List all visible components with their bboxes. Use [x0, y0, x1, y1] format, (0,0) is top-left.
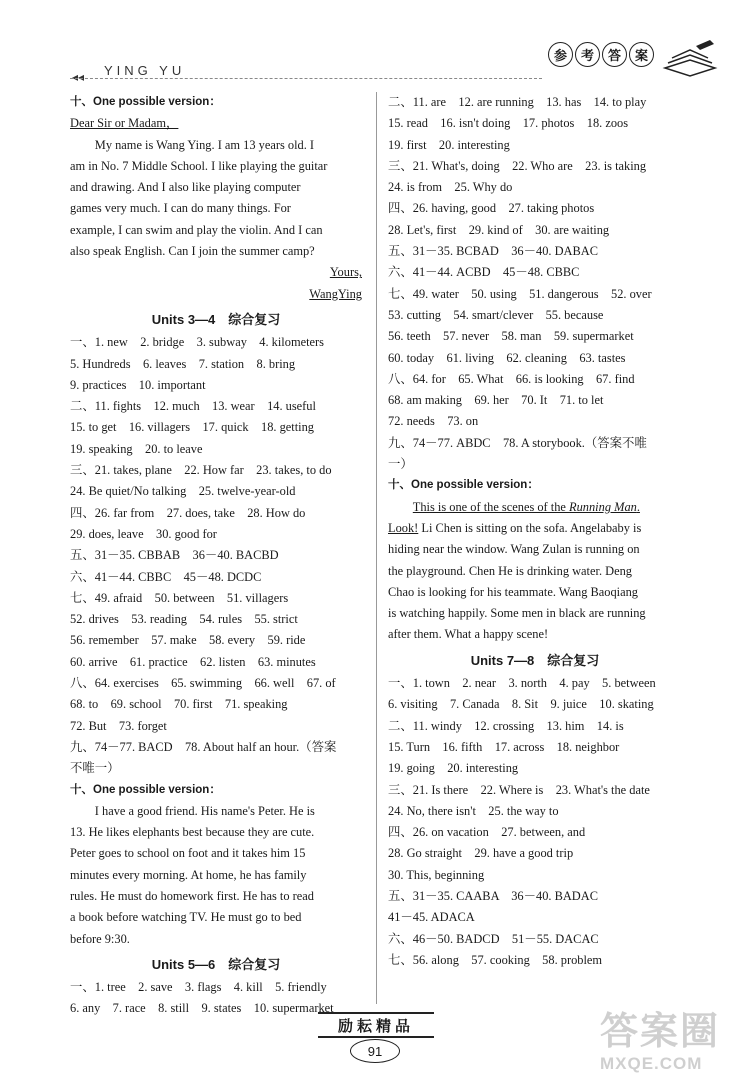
answer-line: 41－45. ADACA — [388, 910, 475, 925]
answer-line: 不唯一） — [70, 761, 120, 776]
answer-line: 六、46－50. BADCD 51－55. DACAC — [388, 931, 599, 946]
answer-line: 6. visiting 7. Canada 8. Sit 9. juice 10. skating — [388, 697, 654, 712]
answer-line: 五、31－35. CAABA 36－40. BADAC — [388, 888, 598, 903]
scene-line: is watching happily. Some men in black are running — [388, 606, 646, 621]
answer-line: 六、41－44. CBBC 45－48. DCDC — [70, 569, 262, 584]
answer-line: 24. is from 25. Why do — [388, 180, 513, 195]
answer-line: 三、21. takes, plane 22. How far 23. takes, to do — [70, 463, 332, 478]
letter-line: games very much. I can do many things. For — [70, 201, 291, 216]
letter-line: also speak English. Can I join the summer camp? — [70, 244, 315, 259]
essay-line: 13. He likes elephants best because they are cute. — [70, 825, 315, 840]
subject-label: YING YU — [104, 63, 186, 78]
ref-char-3: 答 — [602, 42, 627, 67]
answer-line: 九、74－77. BACD 78. About half an hour.（答案 — [70, 739, 337, 754]
column-divider — [376, 92, 377, 1004]
letter-salutation: Dear Sir or Madam， — [70, 116, 179, 131]
scene-intro: This is one of the scenes of the — [412, 499, 570, 514]
answer-line: 29. does, leave 30. good for — [70, 526, 217, 541]
scene-line: after them. What a happy scene! — [388, 627, 549, 642]
answer-line: 九、74－77. ABDC 78. A storybook.（答案不唯 — [388, 435, 647, 450]
answer-line: 72. But 73. forget — [70, 718, 167, 733]
publisher-logo: 励耘精品 — [318, 1012, 434, 1038]
answer-line: 6. any 7. race 8. still 9. states 10. supermarket — [70, 1001, 334, 1016]
right-column — [388, 92, 682, 971]
answer-line: 一） — [388, 457, 413, 472]
answer-line: 八、64. exercises 65. swimming 66. well 67. of — [70, 676, 336, 691]
scene-line: the playground. Chen He is drinking water. Deng — [388, 563, 632, 578]
letter-line: and drawing. And I also like playing computer — [70, 180, 301, 195]
arrow-left-icon: ◂◂ — [72, 70, 85, 84]
answer-line: 五、31－35. CBBAB 36－40. BACBD — [70, 548, 279, 563]
answer-line: 七、49. water 50. using 51. dangerous 52. over — [388, 286, 652, 301]
letter-line: My name is Wang Ying. I am 13 years old. I — [94, 137, 315, 152]
answer-line: 五、31－35. BCBAD 36－40. DABAC — [388, 244, 598, 259]
essay-line: minutes every morning. At home, he has family — [70, 867, 307, 882]
answer-line: 一、1. tree 2. save 3. flags 4. kill 5. friendly — [70, 980, 327, 995]
answer-line: 24. Be quiet/No talking 25. twelve-year-old — [70, 484, 296, 499]
scene-look: Look! — [388, 520, 419, 535]
page-header — [0, 0, 750, 95]
page-number: 91 — [350, 1039, 400, 1063]
scene-first-line — [388, 497, 682, 518]
essay-line: I have a good friend. His name's Peter. He is — [94, 803, 315, 818]
answer-line: 5. Hundreds 6. leaves 7. station 8. bring — [70, 356, 296, 371]
answer-line: 60. today 61. living 62. cleaning 63. tastes — [388, 350, 626, 365]
answer-line: 19. speaking 20. to leave — [70, 441, 203, 456]
answer-line: 19. going 20. interesting — [388, 761, 519, 776]
watermark-url: MXQE.COM — [600, 1054, 703, 1073]
header-rule — [70, 78, 542, 79]
answer-line: 28. Let's, first 29. kind of 30. are waiting — [388, 222, 610, 237]
section-heading: 十、One possible version： — [70, 96, 221, 108]
answer-line: 三、21. What's, doing 22. Who are 23. is taking — [388, 158, 647, 173]
scene-line: Li Chen is sitting on the sofa. Angelababy is — [418, 520, 642, 535]
letter-line: am in No. 7 Middle School. I like playing the guitar — [70, 158, 328, 173]
ref-char-1: 参 — [548, 42, 573, 67]
site-watermark — [600, 1010, 740, 1086]
answer-line: 四、26. on vacation 27. between, and — [388, 825, 586, 840]
answer-line: 56. remember 57. make 58. every 59. ride — [70, 633, 306, 648]
answer-key-badge — [548, 42, 654, 67]
essay-line: rules. He must do homework first. He has to read — [70, 888, 314, 903]
answer-line: 68. am making 69. her 70. It 71. to let — [388, 393, 604, 408]
answer-line: 15. Turn 16. fifth 17. across 18. neighbor — [388, 739, 620, 754]
unit-title: Units 5—6 综合复习 — [151, 956, 281, 972]
essay-line: Peter goes to school on foot and it takes him 15 — [70, 846, 306, 861]
ref-char-2: 考 — [575, 42, 600, 67]
answer-line: 68. to 69. school 70. first 71. speaking — [70, 697, 288, 712]
answer-line: 52. drives 53. reading 54. rules 55. strict — [70, 612, 298, 627]
left-column — [70, 92, 362, 1020]
answer-line: 八、64. for 65. What 66. is looking 67. find — [388, 371, 635, 386]
answer-line: 七、49. afraid 50. between 51. villagers — [70, 590, 289, 605]
answer-line: 15. read 16. isn't doing 17. photos 18. zoos — [388, 116, 629, 131]
books-icon — [660, 38, 720, 78]
answer-line: 四、26. far from 27. does, take 28. How do — [70, 505, 306, 520]
unit-title: Units 7—8 综合复习 — [470, 652, 600, 668]
answer-line: 24. No, there isn't 25. the way to — [388, 803, 559, 818]
ref-char-4: 案 — [629, 42, 654, 67]
answer-line: 60. arrive 61. practice 62. listen 63. minutes — [70, 654, 316, 669]
letter-line: example, I can swim and play the violin. And I can — [70, 222, 323, 237]
show-title: Running Man — [569, 499, 637, 514]
answer-line: 9. practices 10. important — [70, 377, 206, 392]
answer-line: 30. This, beginning — [388, 867, 485, 882]
answer-line: 15. to get 16. villagers 17. quick 18. getting — [70, 420, 314, 435]
answer-line: 一、1. town 2. near 3. north 4. pay 5. between — [388, 676, 656, 691]
answer-line: 二、11. fights 12. much 13. wear 14. useful — [70, 399, 316, 414]
letter-name: WangYing — [309, 286, 362, 301]
answer-line: 56. teeth 57. never 58. man 59. supermarket — [388, 329, 634, 344]
answer-line: 三、21. Is there 22. Where is 23. What's the date — [388, 782, 650, 797]
answer-line: 19. first 20. interesting — [388, 137, 510, 152]
answer-line: 六、41－44. ACBD 45－48. CBBC — [388, 265, 580, 280]
scene-period: . — [636, 499, 640, 514]
answer-line: 七、56. along 57. cooking 58. problem — [388, 952, 603, 967]
essay-line: before 9:30. — [70, 931, 130, 946]
section-heading: 十、One possible version： — [388, 479, 539, 492]
answer-line: 二、11. windy 12. crossing 13. him 14. is — [388, 718, 624, 733]
answer-line: 72. needs 73. on — [388, 414, 479, 429]
answer-line: 二、11. are 12. are running 13. has 14. to play — [388, 95, 647, 109]
answer-line: 四、26. having, good 27. taking photos — [388, 201, 595, 216]
answer-line: 一、1. new 2. bridge 3. subway 4. kilometers — [70, 335, 324, 350]
watermark-logo: 答案圈 — [600, 1011, 721, 1053]
scene-line: hiding near the window. Wang Zulan is running on — [388, 542, 640, 557]
answer-line: 53. cutting 54. smart/clever 55. because — [388, 307, 604, 322]
essay-line: a book before watching TV. He must go to bed — [70, 910, 302, 925]
section-heading: 十、One possible version： — [70, 783, 221, 796]
unit-title: Units 3—4 综合复习 — [151, 311, 281, 327]
scene-line: Chao is looking for his teammate. Wang Baoqiang — [388, 584, 638, 599]
answer-line: 28. Go straight 29. have a good trip — [388, 846, 574, 861]
letter-close: Yours, — [329, 265, 362, 280]
